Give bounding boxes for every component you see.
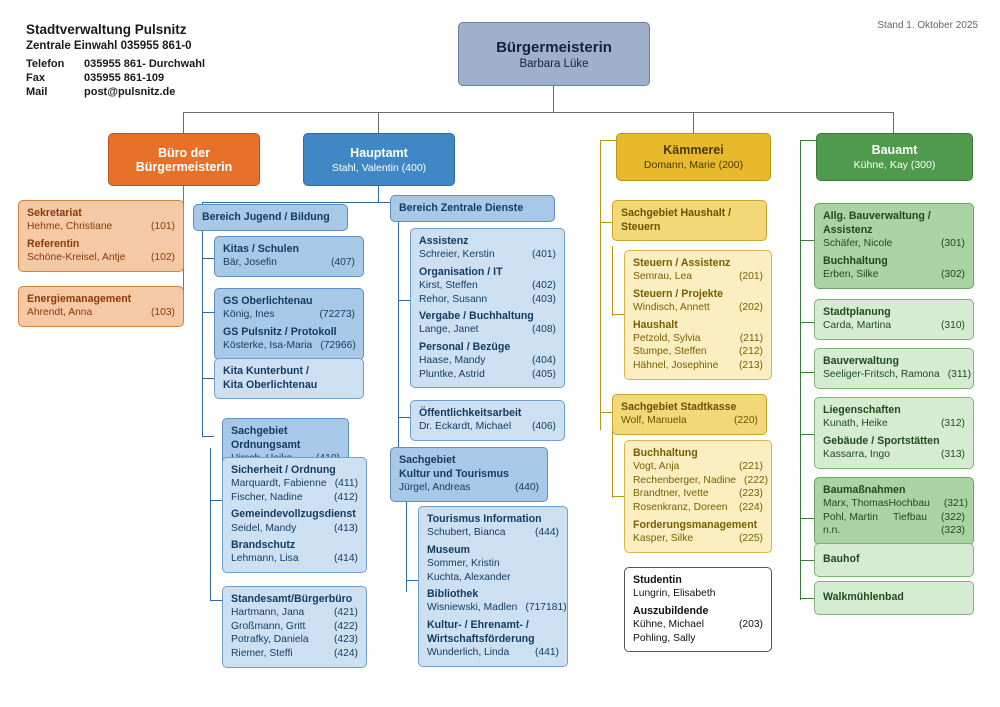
person-name: Lehmann, Lisa [231,553,299,565]
person-row [223,256,355,270]
dept-buero-buergermeisterin[interactable] [108,133,260,186]
organization-name: Stadtverwaltung Pulsnitz [26,22,187,37]
person-name: Marquardt, Fabienne [231,478,327,490]
person-name: Rechenberger, Nadine [633,474,737,486]
box-kita-kunterbunt[interactable] [214,358,364,399]
person-extension: (413) [333,522,358,534]
person-row [823,417,965,431]
connector-yellow-top [600,140,616,141]
person-name: Lange, Janet [419,324,479,336]
person-extension: (444) [534,527,559,539]
mayor-title: Bürgermeisterin [496,38,612,56]
connector-trunk [553,86,554,112]
group-heading: Walkmühlenbad [823,591,904,604]
connector-green-branch [800,240,814,241]
box-walkmuehlenbad[interactable] [814,581,974,615]
dept-title-line1: Büro der [157,145,211,160]
connector-blue-branch [202,436,214,437]
box-bereich-jugend-bildung[interactable] [193,204,348,231]
person-name: Lungrin, Elisabeth [633,588,716,600]
person-name: Petzold, Sylvia [633,332,701,344]
connector-dept4 [893,112,894,133]
person-name: Carda, Martina [823,320,892,332]
person-row [231,620,358,634]
group-heading: Organisation / IT [419,265,503,278]
connector-yellow-sub-spine [612,428,613,498]
person-row [27,220,175,234]
box-steuern-haushalt[interactable] [624,250,772,380]
group-heading: Bibliothek [427,588,479,601]
person-extension: (403) [531,293,556,305]
connector-blue-branch [398,300,410,301]
group-heading: Assistenz [823,224,873,237]
connector-dept1 [183,112,184,133]
person-name: Wunderlich, Linda [427,647,510,659]
person-name: Erben, Silke [823,268,879,280]
box-oeffentlichkeitsarbeit[interactable] [410,400,565,441]
person-row [231,477,358,491]
person-name: Kuchta, Alexander [427,571,511,583]
person-name: Kunath, Heike [823,418,888,430]
box-standesamt-buergerbuero[interactable] [222,586,367,668]
person-extension: (72273) [319,309,355,321]
person-row [823,368,972,382]
group-heading: Steuern [621,221,661,234]
group-heading: Standesamt/Bürgerbüro [231,593,353,605]
person-name: Schäfer, Nicole [823,238,893,250]
person-row [633,487,763,501]
person-extension: (424) [333,648,358,660]
person-row [419,279,556,293]
group-heading: GS Pulsnitz / Protokoll [223,325,337,338]
box-baumassnahmen[interactable] [814,477,974,545]
person-extension: (422) [333,620,358,632]
contact-table [26,57,205,99]
person-name: Rosenkranz, Doreen [633,502,728,514]
box-stadtplanung[interactable] [814,299,974,340]
person-name: Sommer, Kristin [427,557,500,569]
person-row [399,481,539,495]
person-extension: (102) [150,251,175,263]
person-name: Ahrendt, Anna [27,307,93,319]
group-heading: Wirtschaftsförderung [427,633,535,646]
contact-row [26,71,205,85]
person-extension: (323) [940,525,965,537]
group-heading: Vergabe / Buchhaltung [419,310,534,323]
person-name: Pohl, Martin [823,511,878,523]
dept-title-line2: Bürgermeisterin [135,159,233,174]
person-name: Schreier, Kerstin [419,249,495,261]
group-heading: Kultur- / Ehrenamt- / [427,618,529,631]
person-row [223,339,355,353]
connector-blue-branch [202,258,214,259]
person-extension: (406) [531,421,556,433]
person-row [633,270,763,284]
person-name: Pluntke, Astrid [419,368,485,380]
connector-blue-branch [210,600,222,601]
person-extension: (311) [947,369,972,381]
dept-title: Hauptamt [350,145,408,160]
person-name: Schöne-Kreisel, Antje [27,251,126,263]
connector-green-branch [800,322,814,323]
group-heading: Stadtplanung [823,306,891,318]
box-bauhof[interactable] [814,543,974,577]
person-name: Haase, Mandy [419,355,486,367]
box-bauverwaltung[interactable] [814,348,974,389]
group-heading: Kita Kunterbunt / [223,365,309,377]
group-heading: Personal / Bezüge [419,340,511,353]
section-heading: Bereich Zentrale Dienste [399,202,524,214]
box-sicherheit-ordnung[interactable] [222,457,367,573]
group-heading: Energiemanagement [27,293,132,305]
group-heading: Kitas / Schulen [223,243,299,255]
person-extension: (301) [940,238,965,250]
person-extension: (717181) [525,602,567,614]
person-extension: (408) [531,324,556,336]
person-extension: (405) [531,368,556,380]
person-extension: (441) [534,647,559,659]
box-sachgebiet-haushalt-steuern[interactable] [612,200,767,241]
group-heading: Sachgebiet Stadtkasse [621,401,737,413]
person-extension: (72966) [320,339,356,351]
person-extension: (322) [940,511,965,523]
box-studentin-auszubildende[interactable] [624,567,772,652]
connector-blue-ord-spine [210,448,211,600]
connector-green-branch [800,518,814,519]
person-extension: (401) [531,249,556,261]
person-row [427,646,559,660]
person-row [231,491,358,505]
mayor-person: Barbara Lüke [519,57,589,70]
group-heading: Brandschutz [231,539,296,552]
person-name: Schubert, Bianca [427,527,506,539]
person-row [223,308,355,322]
connector-green-top [800,140,816,141]
dept-person: Stahl, Valentin (400) [331,161,427,174]
contact-label: Fax [26,72,45,84]
person-extension: (411) [334,478,358,490]
contact-label: Telefon [26,58,65,70]
box-sekretariat[interactable] [18,200,184,272]
person-row [419,354,556,368]
person-row [633,632,763,646]
person-name: Kösterke, Isa-Maria [223,339,313,351]
person-extension: (412) [333,491,358,503]
connector-green-branch [800,598,814,599]
revision-date: Stand 1. Oktober 2025 [877,20,978,31]
person-extension: (404) [531,355,556,367]
section-heading: Bereich Jugend / Bildung [202,211,330,223]
group-heading: Sachgebiet Ordnungsamt [231,425,301,452]
person-name: Seeliger-Fritsch, Ramona [823,369,940,381]
person-name: Hartmann, Jana [231,607,305,619]
group-heading: Gebäude / Sportstätten [823,434,940,447]
person-row [823,268,965,282]
person-name: Brandtner, Ivette [633,488,709,500]
person-row [231,647,358,661]
person-row [419,293,556,307]
contact-label: Mail [26,86,48,98]
person-name: Kasper, Silke [633,532,694,544]
connector-blue-branch [398,417,410,418]
box-grundschulen[interactable] [214,288,364,360]
person-row [633,587,763,601]
person-name: Jürgel, Andreas [399,482,471,494]
person-name: n.n. [823,525,841,537]
connector-blue-left-spine [202,230,203,436]
person-row [27,306,175,320]
group-heading: GS Oberlichtenau [223,295,313,307]
connector-blue-main [378,186,379,202]
person-row [633,359,763,373]
box-liegenschaften[interactable] [814,397,974,469]
group-heading: Allg. Bauverwaltung / [823,210,931,222]
person-extension: (421) [333,607,358,619]
person-extension: (313) [940,448,965,460]
person-row [823,524,965,538]
person-row [427,526,559,540]
contact-value: post@pulsnitz.de [84,86,176,98]
group-heading: Steuern / Assistenz [633,257,731,269]
person-name: Kassarra, Ingo [823,448,890,460]
person-row [419,248,556,262]
person-name: Semrau, Lea [633,271,692,283]
group-heading: Liegenschaften [823,404,901,416]
dept-kaemmerei[interactable] [616,133,771,181]
person-name: Stumpe, Steffen [633,346,707,358]
person-extension: (223) [738,488,763,500]
connector-yellow-sub-spine2 [612,246,613,316]
person-row [823,319,965,333]
person-name: Kirst, Steffen [419,279,478,291]
dept-person: Domann, Marie (200) [643,159,744,171]
person-extension: (213) [738,359,763,371]
group-heading: Assistenz [419,235,469,247]
contact-value: 035955 861-109 [84,72,165,84]
connector-blue-branch [210,500,222,501]
box-bereich-zentrale-dienste[interactable] [390,195,555,222]
person-name: Bär, Josefin [223,257,277,269]
box-energiemanagement[interactable] [18,286,184,327]
person-row [231,552,358,566]
person-extension: (211) [739,332,763,344]
person-row [633,474,769,488]
person-row [633,301,763,315]
person-extension: (221) [738,461,763,473]
contact-row [26,57,205,71]
person-name: Kühne, Michael [633,618,704,630]
person-role: Hochbau [888,498,930,510]
group-heading: Buchhaltung [823,254,888,267]
person-extension: (423) [333,634,358,646]
person-row [27,251,175,265]
connector-yellow-branch [600,412,612,413]
person-extension: (312) [940,418,965,430]
box-sachgebiet-kultur-tourismus[interactable] [390,447,548,502]
person-extension: (407) [330,257,355,269]
person-row [823,511,965,525]
person-name: Hehme, Christiane [27,221,113,233]
connector-yellow-branch [612,314,624,315]
person-name: Rehor, Susann [419,293,488,305]
connector-yellow-branch [600,222,612,223]
person-row [427,601,567,615]
connector-blue-branch [202,312,214,313]
box-buchhaltung-kaemmerei[interactable] [624,440,772,553]
dept-title: Kämmerei [663,143,724,157]
connector-dept2 [378,112,379,133]
contact-row [26,85,205,99]
person-extension: (224) [738,502,763,514]
person-extension: (440) [514,482,539,494]
connector-green-branch [800,434,814,435]
person-extension: (101) [150,221,175,233]
person-name: Potrafky, Daniela [231,634,309,646]
person-row [419,323,556,337]
person-name: Wisniewski, Madlen [427,602,518,614]
person-row [419,368,556,382]
person-row [419,420,556,434]
person-role: Tiefbau [892,511,927,523]
group-heading: Sekretariat [27,207,82,219]
group-heading: Sicherheit / Ordnung [231,464,336,476]
dept-bauamt[interactable] [816,133,973,181]
person-name: Hähnel, Josephine [633,359,719,371]
dept-person: Kühne, Kay (300) [853,159,936,171]
connector-dept3 [693,112,694,133]
group-heading: Kita Oberlichtenau [223,379,318,392]
box-zentrale-dienste[interactable] [410,228,565,388]
group-heading: Gemeindevollzugsdienst [231,508,356,521]
group-heading: Studentin [633,574,682,586]
person-row [633,532,763,546]
connector-green-spine [800,140,801,600]
group-heading: Forderungsmanagement [633,518,758,531]
contact-value: 035955 861- Durchwahl [84,58,206,70]
person-name: Windisch, Annett [633,301,710,313]
person-extension: (414) [333,553,358,565]
connector-green-branch [800,560,814,561]
group-heading: Sachgebiet Haushalt / [621,207,732,219]
person-extension: (203) [738,618,763,630]
central-phone-label: Zentrale Einwahl 035955 861-0 [26,40,192,52]
person-name: Großmann, Gritt [231,620,306,632]
person-row [427,557,559,571]
box-kitas-schulen[interactable] [214,236,364,277]
group-heading: Referentin [27,237,80,250]
person-extension: (302) [940,268,965,280]
person-row [621,414,758,428]
person-row [231,522,358,536]
box-tourismus-kultur[interactable] [418,506,568,667]
person-name: Fischer, Nadine [231,491,303,503]
person-name: Marx, Thomas [823,498,889,510]
person-extension: (310) [940,320,965,332]
connector-blue-branch [406,580,418,581]
person-extension: (202) [738,301,763,313]
person-name: Wolf, Manuela [621,415,687,427]
connector-blue-kult-spine [406,492,407,592]
person-extension: (103) [150,307,175,319]
group-heading: Baumaßnahmen [823,484,906,496]
person-name: Vogt, Anja [633,461,680,473]
person-row [823,497,968,511]
box-sachgebiet-stadtkasse[interactable] [612,394,767,435]
person-row [823,237,965,251]
person-extension: (402) [531,279,556,291]
connector-blue-branch [202,378,214,379]
header-contact-block [26,22,356,99]
person-extension: (212) [738,346,763,358]
person-name: Dr. Eckardt, Michael [419,421,512,433]
person-row [427,571,559,585]
group-heading: Bauverwaltung [823,355,899,367]
person-name: König, Ines [223,309,275,321]
person-name: Pohling, Sally [633,632,696,644]
person-extension: (321) [943,498,968,510]
dept-hauptamt[interactable] [303,133,455,186]
group-heading: Öffentlichkeitsarbeit [419,407,522,419]
group-heading: Tourismus Information [427,513,542,525]
person-extension: (220) [733,415,758,427]
group-heading: Steuern / Projekte [633,287,724,300]
person-extension: (225) [738,532,763,544]
connector-blue-right-spine [398,211,399,471]
person-row [633,332,763,346]
box-allg-bauverwaltung[interactable] [814,203,974,289]
person-row [231,606,358,620]
person-name: Riemer, Steffi [231,648,293,660]
group-heading: Kultur und Tourismus [399,468,509,481]
mayor-box[interactable] [458,22,650,86]
group-heading: Haushalt [633,318,678,331]
person-row [633,618,763,632]
connector-yellow-branch [612,496,624,497]
group-heading: Museum [427,543,470,556]
person-extension: (201) [738,271,763,283]
group-heading: Bauhof [823,553,860,566]
group-heading: Auszubildende [633,604,709,617]
connector-yellow-spine [600,140,601,430]
person-row [633,460,763,474]
person-name: Seidel, Mandy [231,522,297,534]
group-heading: Buchhaltung [633,447,698,459]
dept-title: Bauamt [871,143,918,157]
connector-bus [183,112,894,113]
person-extension: (222) [744,474,769,486]
person-row [823,448,965,462]
group-heading: Sachgebiet [399,454,456,466]
person-row [633,501,763,515]
person-row [633,345,763,359]
person-row [231,633,358,647]
connector-green-branch [800,372,814,373]
